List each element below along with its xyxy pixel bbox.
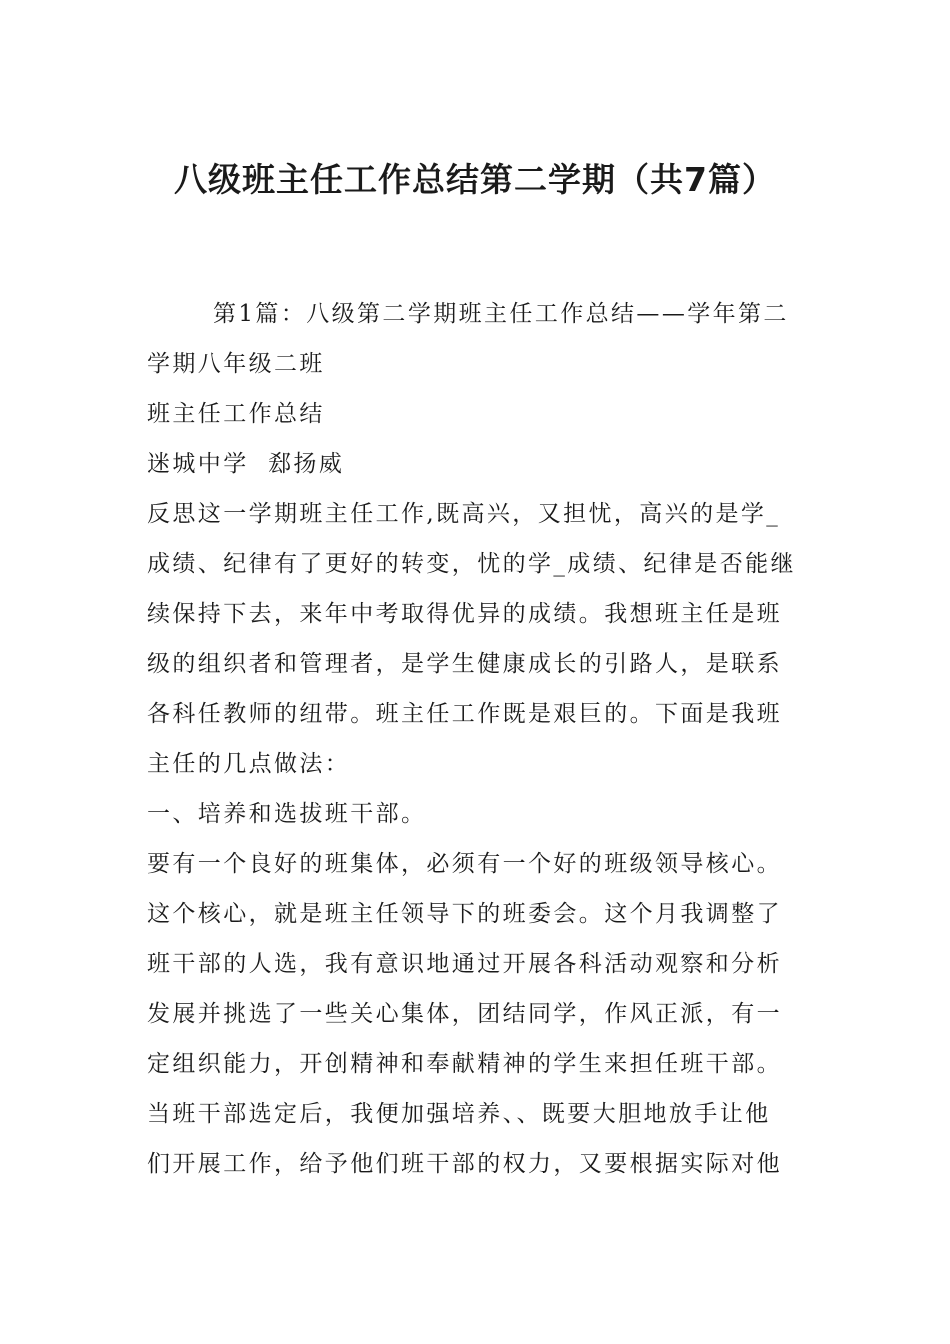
paragraph-line: 班干部的人选，我有意识地通过开展各科活动观察和分析 [147, 951, 782, 977]
paragraph-line: 当班干部选定后，我便加强培养、、既要大胆地放手让他 [147, 1101, 771, 1127]
paragraph-line: 定组织能力，开创精神和奉献精神的学生来担任班干部。 [147, 1051, 782, 1077]
paragraph-line: 们开展工作，给予他们班干部的权力，又要根据实际对他 [147, 1151, 782, 1177]
document-title: 八级班主任工作总结第二学期（共7篇） [174, 160, 776, 199]
paragraph-line: 班主任工作总结 [147, 401, 325, 427]
paragraph-line: 这个核心，就是班主任领导下的班委会。这个月我调整了 [147, 901, 782, 927]
paragraph-line: 学期八年级二班 [147, 351, 325, 377]
paragraph-line: 各科任教师的纽带。班主任工作既是艰巨的。下面是我班 [147, 701, 782, 727]
paragraph-line: 第1篇：八级第二学期班主任工作总结——学年第二 [213, 301, 789, 327]
paragraph-line: 续保持下去，来年中考取得优异的成绩。我想班主任是班 [147, 601, 782, 627]
document-body [147, 289, 807, 1189]
paragraph-line: 发展并挑选了一些关心集体，团结同学，作风正派，有一 [147, 1001, 782, 1027]
paragraph-line: 成绩、纪律有了更好的转变，忧的学_成绩、纪律是否能继 [147, 551, 796, 577]
section-heading: 一、培养和选拔班干部。 [147, 801, 427, 827]
author-line: 迷城中学 郄扬威 [147, 451, 345, 477]
paragraph-line: 主任的几点做法： [147, 751, 351, 777]
paragraph-line: 要有一个良好的班集体，必须有一个好的班级领导核心。 [147, 851, 782, 877]
paragraph-line: 反思这一学期班主任工作,既高兴，又担忧，高兴的是学_ [147, 501, 781, 527]
paragraph-line: 级的组织者和管理者，是学生健康成长的引路人，是联系 [147, 651, 782, 677]
